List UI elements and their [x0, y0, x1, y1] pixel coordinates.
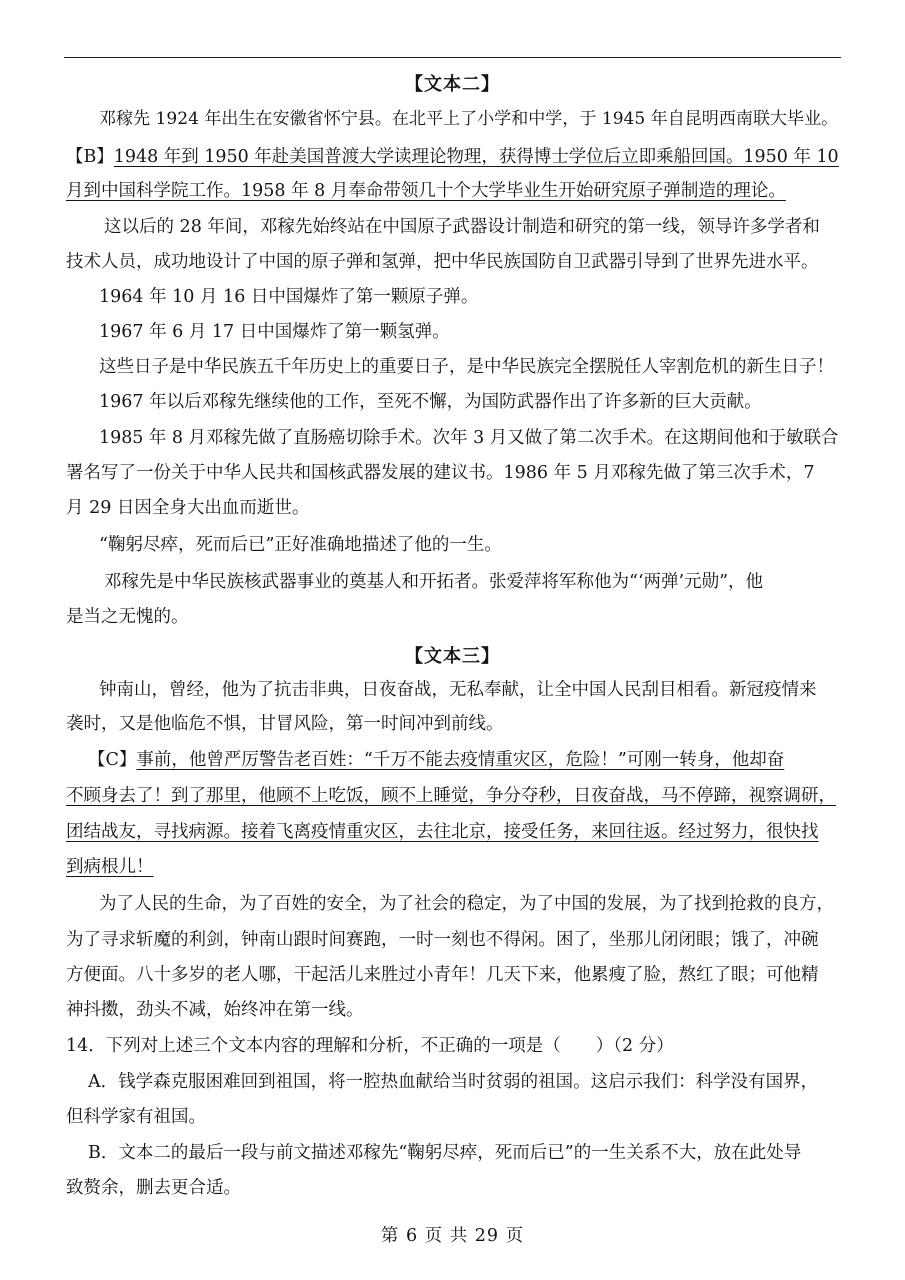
- header-rule: [64, 57, 841, 58]
- text2-line: 这些日子是中华民族五千年历史上的重要日子，是中华民族完全摆脱任人宰割危机的新生日子！: [99, 357, 834, 377]
- text3-line: 为了寻求斩魔的利剑，钟南山跟时间赛跑，一时一刻也不得闲。困了，坐那儿闭闭眼；饿了，冲碗: [66, 930, 819, 950]
- marker-b: 【B】: [66, 147, 114, 167]
- underlined-passage-b: 月到中国科学院工作。1958 年 8 月奉命带领几十个大学毕业生开始研究原子弹制造的理论。: [66, 181, 786, 201]
- text3-line: 钟南山，曾经，他为了抗击非典，日夜奋战，无私奉献，让全中国人民刮目相看。新冠疫情来: [99, 680, 817, 700]
- text3-line: 袭时，又是他临危不惧，甘冒风险，第一时间冲到前线。: [66, 714, 504, 734]
- underlined-passage-c: 到病根儿！: [66, 857, 154, 877]
- underlined-passage-c: 不顾身去了！到了那里，他顾不上吃饭，顾不上睡觉，争分夺秒，日夜奋战，马不停蹄，视察调研，: [66, 786, 836, 806]
- marker-c: 【C】: [88, 750, 137, 770]
- text3-heading: 【文本三】: [405, 646, 500, 667]
- text3-line: 神抖擞，劲头不减，始终冲在第一线。: [66, 1000, 364, 1020]
- option-a: A．钱学森克服困难回到祖国，将一腔热血献给当时贫弱的祖国。这启示我们：科学没有国界，: [88, 1072, 819, 1092]
- option-b: B．文本二的最后一段与前文描述邓稼先“鞠躬尽瘁，死而后已”的一生关系不大，放在此处导: [88, 1143, 802, 1163]
- text2-line: 1967 年以后邓稼先继续他的工作，至死不懈，为国防武器作出了许多新的巨大贡献。: [99, 392, 762, 412]
- text2-line: 技术人员，成功地设计了中国的原子弹和氢弹，把中华民族国防自卫武器引导到了世界先进水平。: [66, 252, 819, 272]
- text2-line-b: [66, 146, 839, 168]
- text2-heading: 【文本二】: [405, 74, 500, 95]
- text2-line: 邓稼先 1924 年出生在安徽省怀宁县。在北平上了小学和中学，于 1945 年自昆明西南联大毕业。: [99, 109, 839, 129]
- text2-line: 1967 年 6 月 17 日中国爆炸了第一颗氢弹。: [99, 322, 450, 342]
- text2-line: 月 29 日因全身大出血而逝世。: [66, 498, 310, 518]
- text2-line: “鞠躬尽瘁，死而后已”正好准确地描述了他的一生。: [99, 535, 502, 555]
- text2-line: 署名写了一份关于中华人民共和国核武器发展的建议书。1986 年 5 月邓稼先做了第三次手术，7: [66, 463, 815, 483]
- text2-line: 这以后的 28 年间，邓稼先始终站在中国原子武器设计制造和研究的第一线，领导许多学者和: [104, 217, 820, 237]
- option-b: 致赘余，删去更合适。: [66, 1178, 241, 1198]
- text3-line-c: [88, 749, 784, 771]
- text2-line: 是当之无愧的。: [66, 607, 189, 627]
- option-a: 但科学家有祖国。: [66, 1107, 206, 1127]
- question-14-stem: 14．下列对上述三个文本内容的理解和分析，不正确的一项是（ ）（2 分）: [66, 1036, 674, 1056]
- underlined-passage-c: 团结战友，寻找病源。接着飞离疫情重灾区，去往北京，接受任务，来回往返。经过努力，很快找: [66, 822, 819, 842]
- text3-line: 方便面。八十多岁的老人哪，干起活儿来胜过小青年！几天下来，他累瘦了脸，熬红了眼；可他精: [66, 965, 819, 985]
- underlined-passage-b: 1948 年到 1950 年赴美国普渡大学读理论物理，获得博士学位后立即乘船回国。1950 年 10: [113, 147, 839, 167]
- text2-line: 邓稼先是中华民族核武器事业的奠基人和开拓者。张爱萍将军称他为“‘两弹’元勋”，他: [104, 572, 764, 592]
- text2-line: 1964 年 10 月 16 日中国爆炸了第一颗原子弹。: [99, 287, 479, 307]
- page-number: 第 6 页 共 29 页: [380, 1226, 525, 1246]
- text3-line: 为了人民的生命，为了百姓的安全，为了社会的稳定，为了中国的发展，为了找到抢救的良方，: [99, 894, 834, 914]
- text2-line: 1985 年 8 月邓稼先做了直肠癌切除手术。次年 3 月又做了第二次手术。在这期间他和于敏联合: [99, 428, 839, 448]
- underlined-passage-c: 事前，他曾严厉警告老百姓：“千万不能去疫情重灾区，危险！”可刚一转身，他却奋: [136, 750, 785, 770]
